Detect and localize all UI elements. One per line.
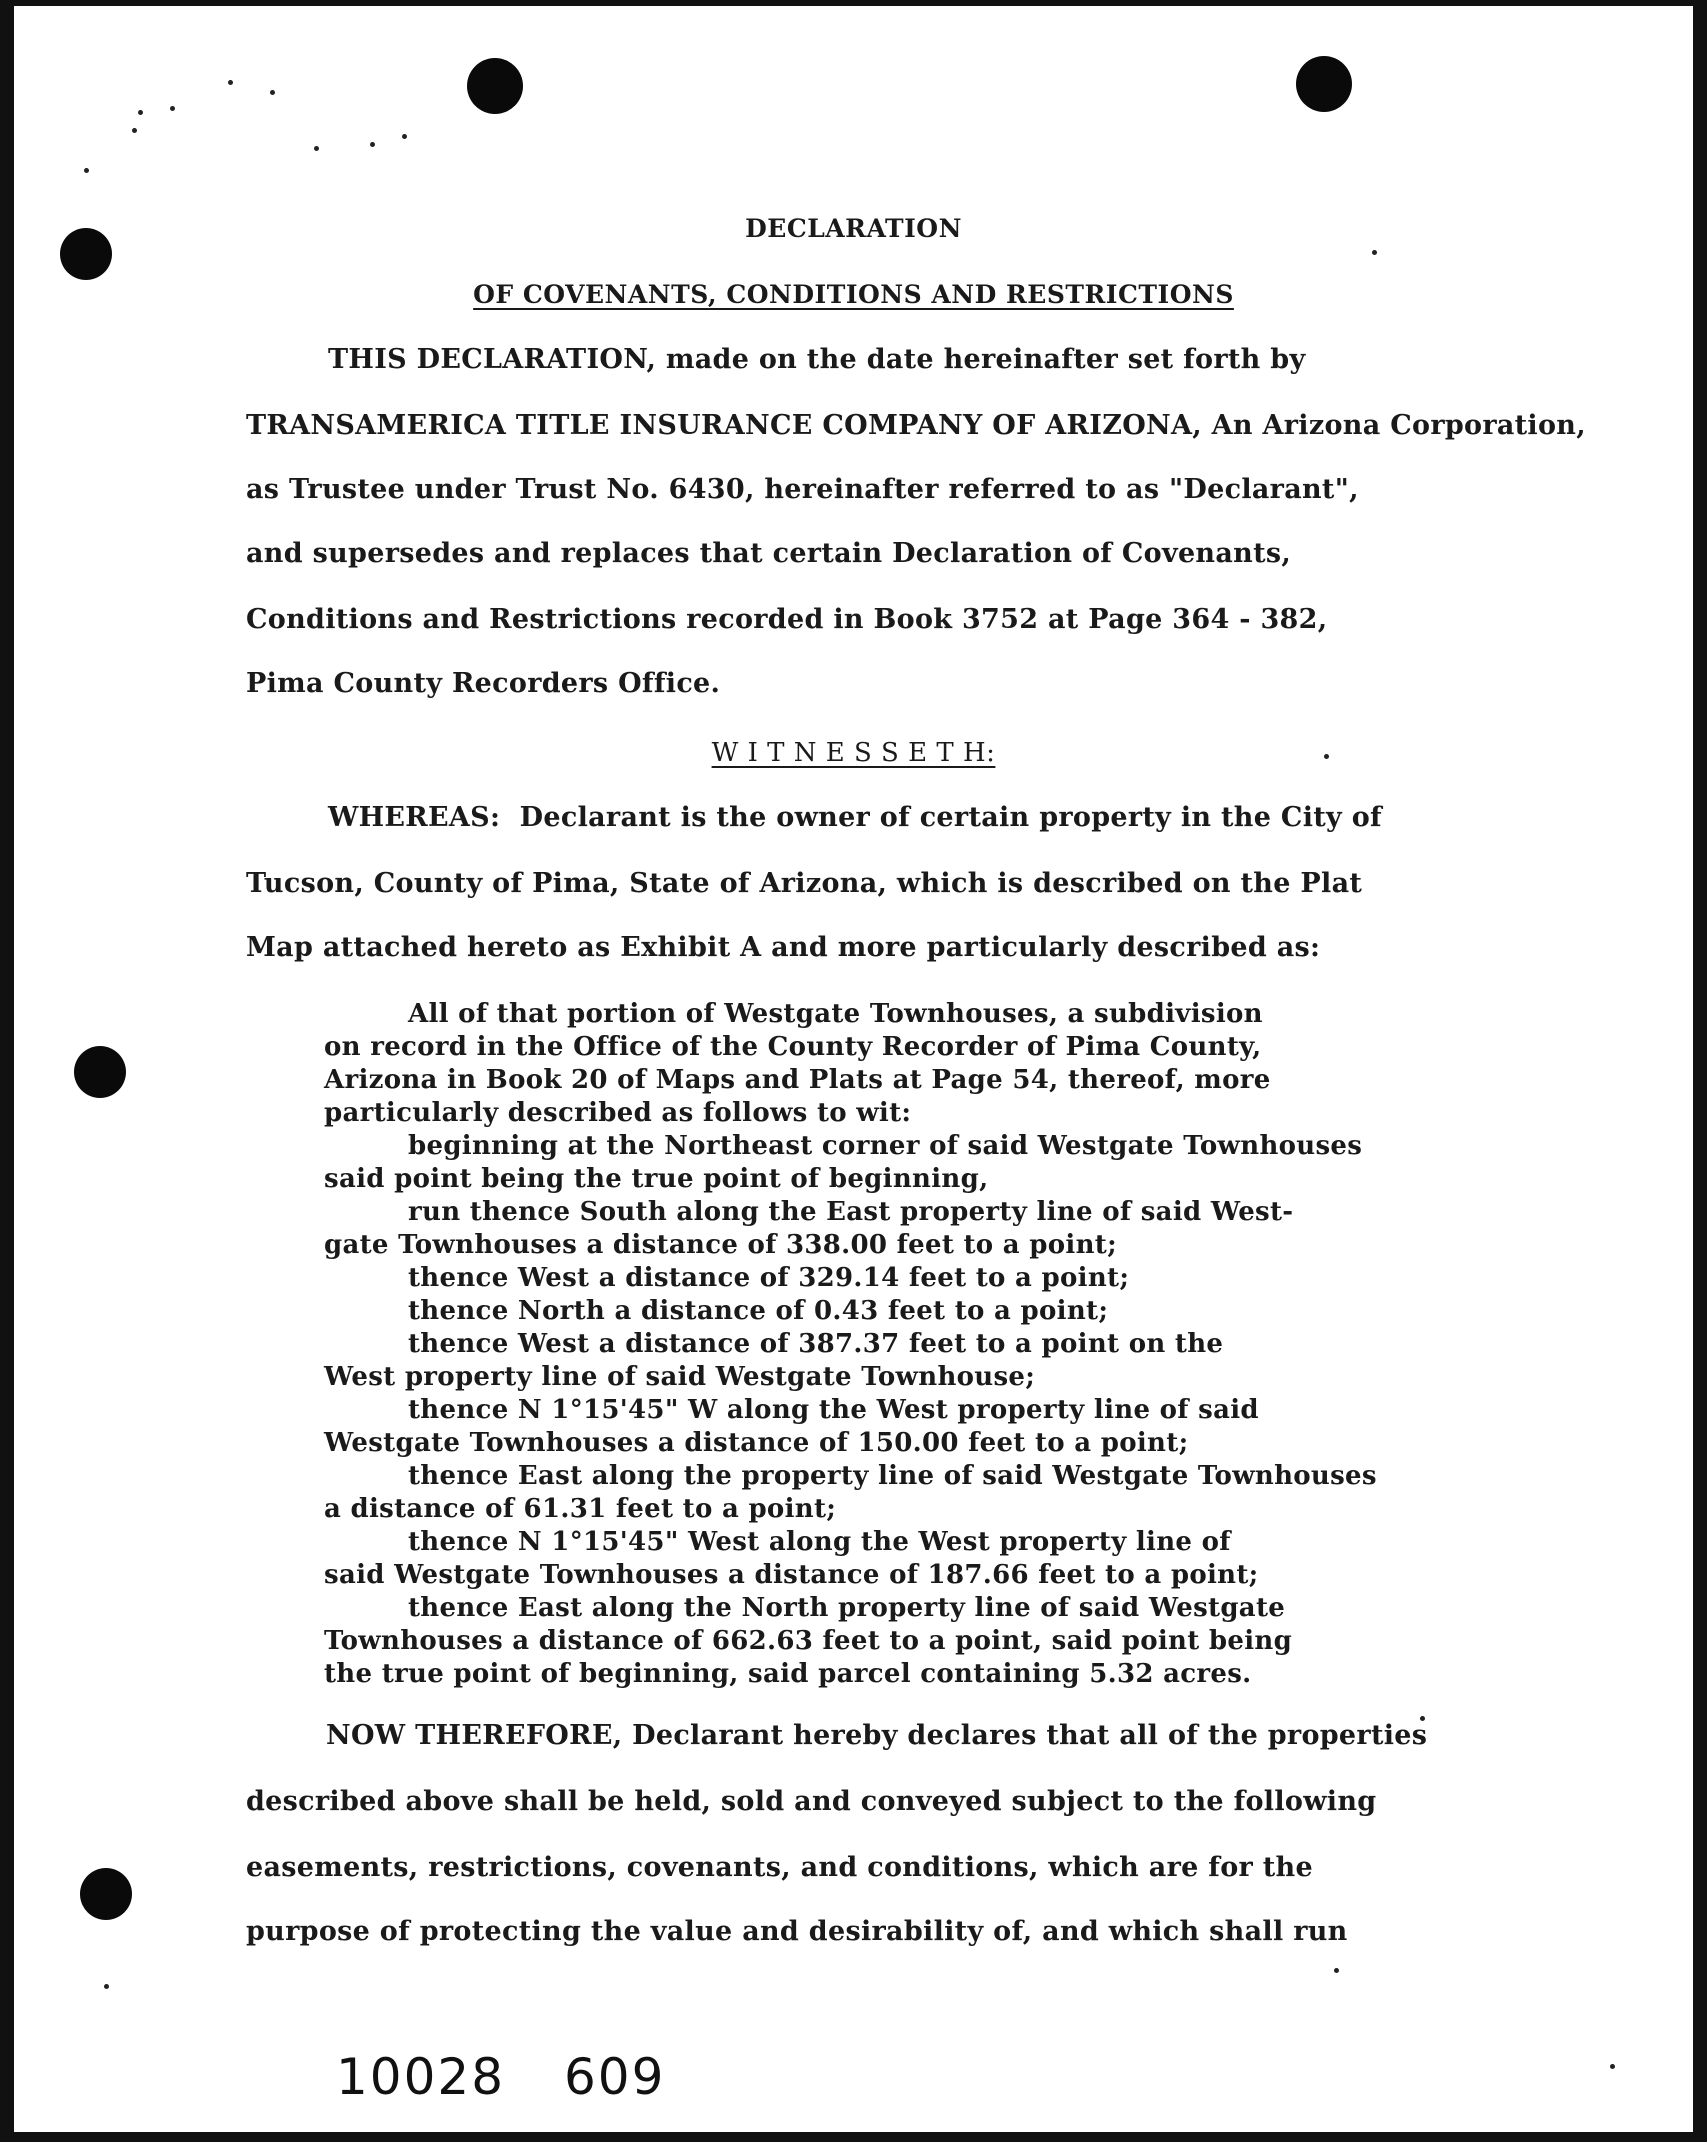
scan-speck xyxy=(1610,2064,1615,2069)
scan-speck xyxy=(228,80,233,85)
legal-description-line: thence North a distance of 0.43 feet to a point; xyxy=(408,1296,1109,1326)
intro-line: and supersedes and replaces that certain Declaration of Covenants, xyxy=(246,538,1292,569)
legal-description-line: Arizona in Book 20 of Maps and Plats at Page 54, thereof, more xyxy=(324,1065,1271,1095)
legal-description-line: thence East along the property line of said Westgate Townhouses xyxy=(408,1461,1377,1491)
now-therefore-line: easements, restrictions, covenants, and conditions, which are for the xyxy=(246,1852,1313,1883)
punch-hole-top-right xyxy=(1296,56,1352,112)
intro-line: TRANSAMERICA TITLE INSURANCE COMPANY OF ARIZONA, An Arizona Corporation, xyxy=(246,410,1586,441)
legal-description-line: on record in the Office of the County Recorder of Pima County, xyxy=(324,1032,1262,1062)
now-therefore-line: described above shall be held, sold and conveyed subject to the following xyxy=(246,1786,1377,1817)
scan-speck xyxy=(402,134,407,139)
scan-speck xyxy=(1334,1968,1339,1973)
whereas-line: Map attached hereto as Exhibit A and more particularly described as: xyxy=(246,932,1321,963)
legal-description-line: thence N 1°15'45" W along the West property line of said xyxy=(408,1395,1259,1425)
legal-description-line: said Westgate Townhouses a distance of 187.66 feet to a point; xyxy=(324,1560,1259,1590)
scan-speck xyxy=(270,90,275,95)
now-therefore-line: purpose of protecting the value and desirability of, and which shall run xyxy=(246,1916,1348,1947)
intro-line: Conditions and Restrictions recorded in Book 3752 at Page 364 - 382, xyxy=(246,604,1328,635)
intro-line: Pima County Recorders Office. xyxy=(246,668,721,699)
legal-description-line: thence West a distance of 387.37 feet to a point on the xyxy=(408,1329,1224,1359)
scan-speck xyxy=(170,106,175,111)
scan-speck xyxy=(84,168,89,173)
legal-description-line: said point being the true point of beginning, xyxy=(324,1164,989,1194)
punch-hole-left-middle xyxy=(74,1046,126,1098)
legal-description-line: thence N 1°15'45" West along the West property line of xyxy=(408,1527,1231,1557)
scan-speck xyxy=(370,142,375,147)
now-therefore-line: NOW THEREFORE, Declarant hereby declares that all of the properties xyxy=(326,1720,1428,1751)
legal-description-line: All of that portion of Westgate Townhouses, a subdivision xyxy=(408,999,1263,1029)
scan-speck xyxy=(132,128,137,133)
legal-description-line: Townhouses a distance of 662.63 feet to a point, said point being xyxy=(324,1626,1293,1656)
legal-description xyxy=(324,998,1464,1691)
legal-description-line: particularly described as follows to wit: xyxy=(324,1098,912,1128)
recording-page-number: 609 xyxy=(564,2048,666,2106)
legal-description-line: thence East along the North property line of said Westgate xyxy=(408,1593,1286,1623)
legal-description-line: run thence South along the East property line of said West- xyxy=(408,1197,1294,1227)
recording-book-number: 10028 xyxy=(336,2048,506,2106)
scan-speck xyxy=(138,110,143,115)
legal-description-line: thence West a distance of 329.14 feet to a point; xyxy=(408,1263,1130,1293)
legal-description-line: beginning at the Northeast corner of said Westgate Townhouses xyxy=(408,1131,1363,1161)
legal-description-line: West property line of said Westgate Townhouse; xyxy=(324,1362,1036,1392)
punch-hole-left-lower xyxy=(80,1868,132,1920)
document-title: DECLARATION xyxy=(745,214,962,243)
whereas-line: WHEREAS: Declarant is the owner of certain property in the City of xyxy=(328,802,1382,833)
whereas-line: Tucson, County of Pima, State of Arizona, which is described on the Plat xyxy=(246,868,1363,899)
punch-hole-top-left xyxy=(467,58,523,114)
scan-speck xyxy=(314,146,319,151)
intro-line: THIS DECLARATION, made on the date hereinafter set forth by xyxy=(328,344,1306,375)
scan-speck xyxy=(104,1984,109,1989)
legal-description-line: the true point of beginning, said parcel containing 5.32 acres. xyxy=(324,1659,1252,1689)
legal-description-line: gate Townhouses a distance of 338.00 feet to a point; xyxy=(324,1230,1117,1260)
legal-description-line: a distance of 61.31 feet to a point; xyxy=(324,1494,837,1524)
intro-line: as Trustee under Trust No. 6430, hereinafter referred to as "Declarant", xyxy=(246,474,1359,505)
legal-description-line: Westgate Townhouses a distance of 150.00 feet to a point; xyxy=(324,1428,1189,1458)
witnesseth-heading: W I T N E S S E T H: xyxy=(711,738,996,768)
document-subtitle: OF COVENANTS, CONDITIONS AND RESTRICTIONS xyxy=(473,280,1234,309)
scan-speck xyxy=(1372,250,1377,255)
